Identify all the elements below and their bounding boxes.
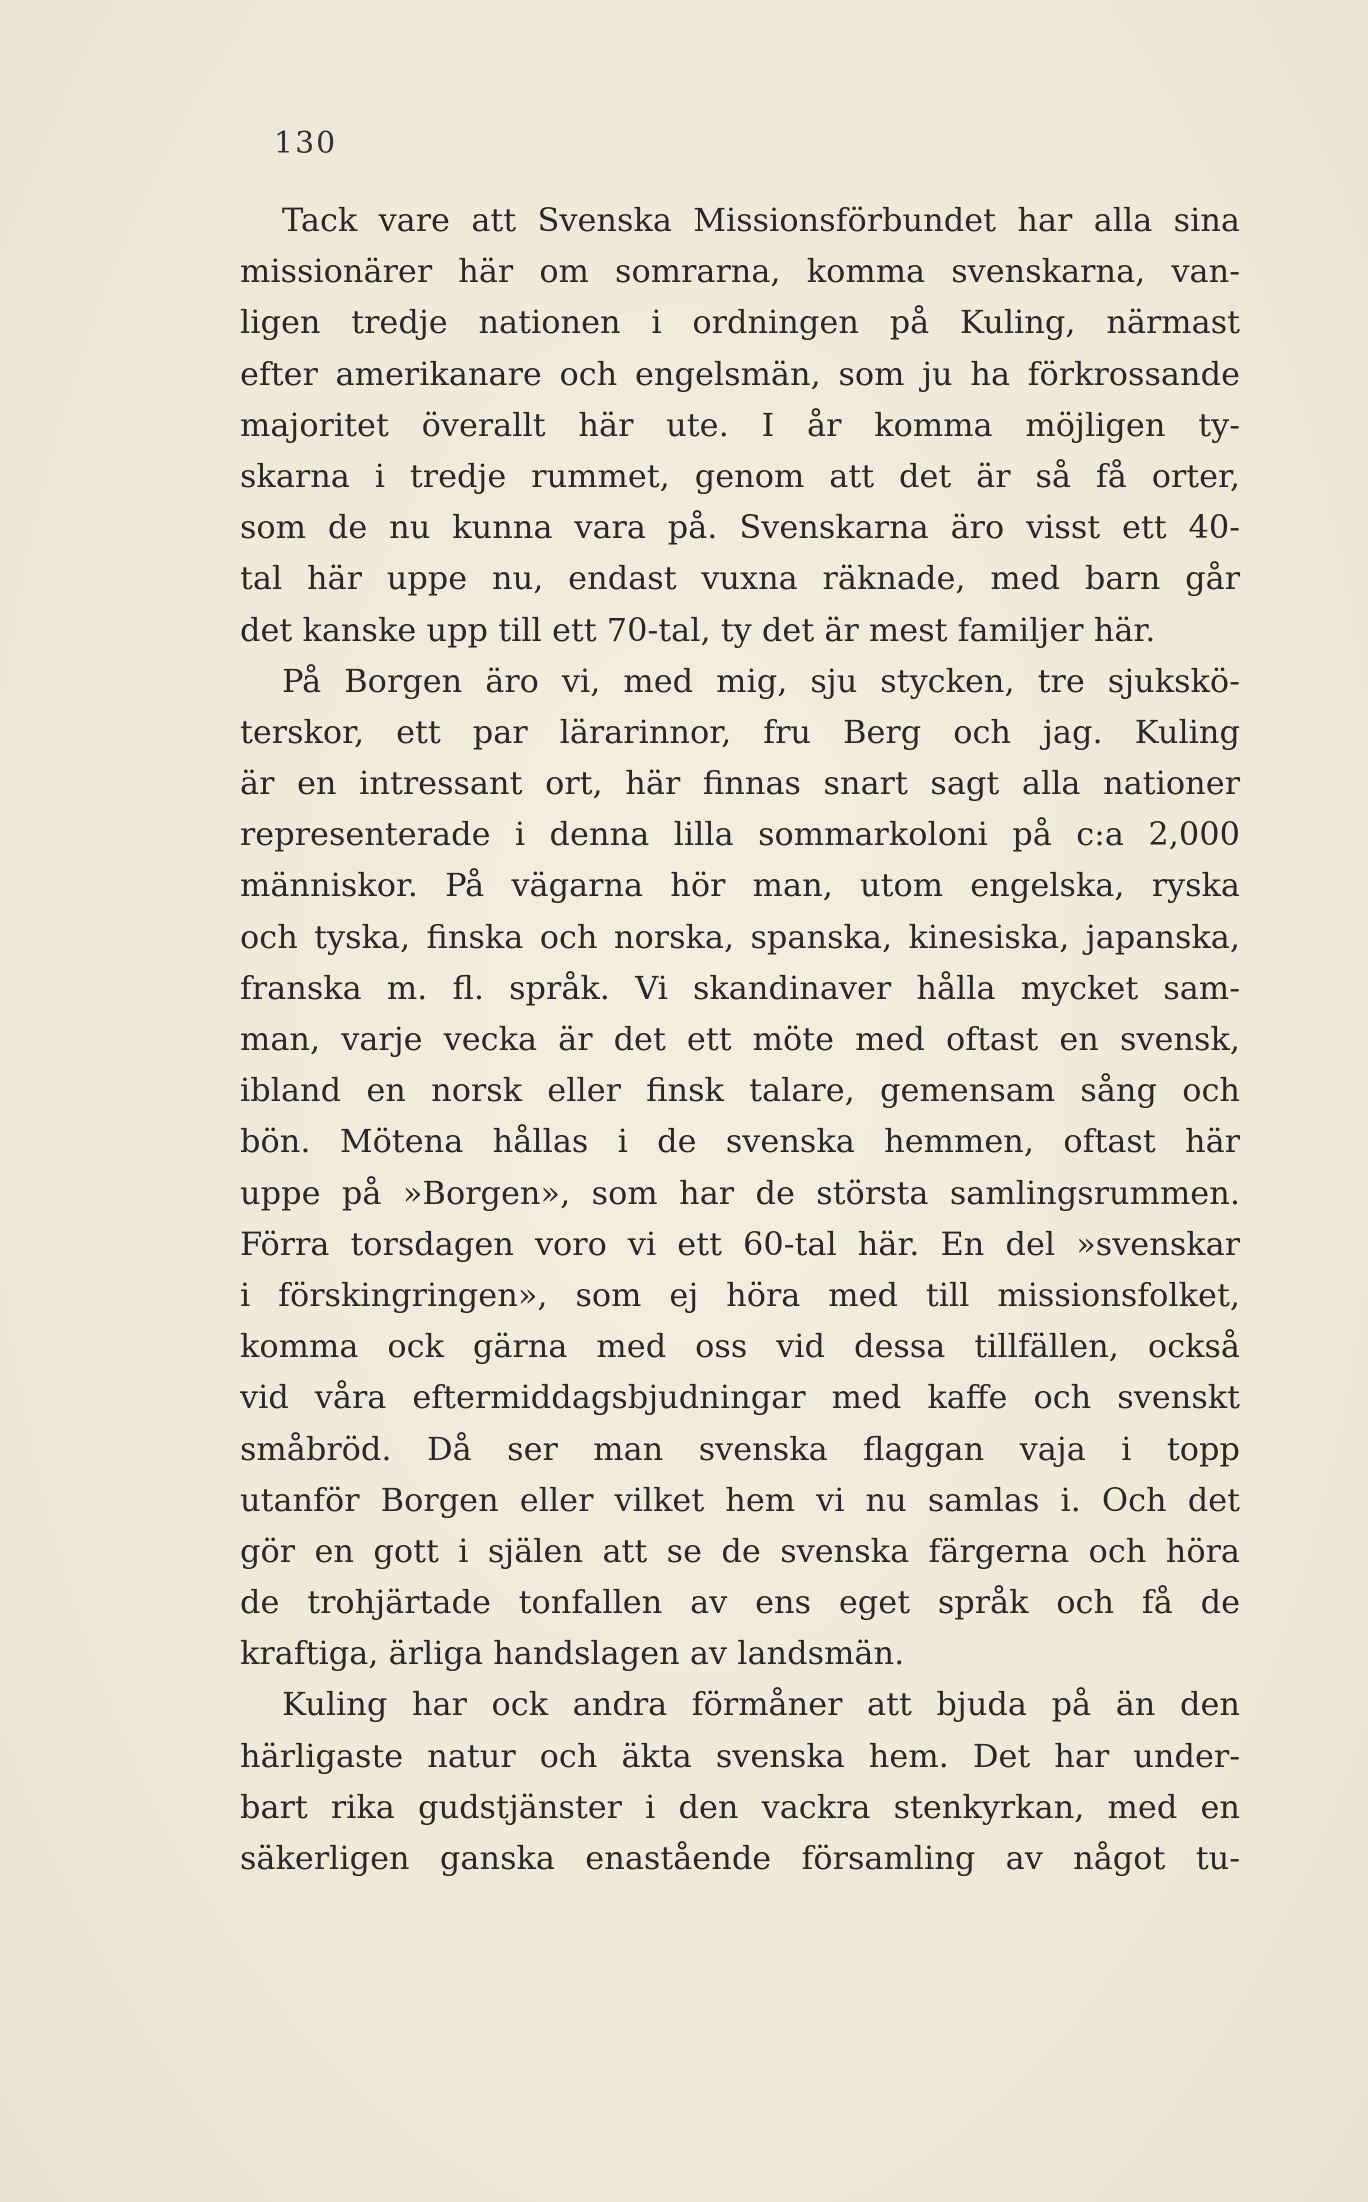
- text-line: är en intressant ort, här finnas snart sagt alla nationer: [240, 764, 1240, 803]
- text-line: Kuling har ock andra förmåner att bjuda på än den: [282, 1685, 1240, 1724]
- text-line: missionärer här om somrarna, komma svenskarna, van-: [240, 252, 1240, 291]
- text-line: utanför Borgen eller vilket hem vi nu samlas i. Och det: [240, 1480, 1240, 1519]
- text-line: representerade i denna lilla sommarkoloni på c:a 2,000: [240, 815, 1240, 854]
- text-line: och tyska, finska och norska, spanska, kinesiska, japanska,: [240, 917, 1240, 956]
- text-line: i förskingringen», som ej höra med till missionsfolket,: [240, 1275, 1240, 1314]
- text-line: kraftiga, ärliga handslagen av landsmän.: [240, 1634, 905, 1673]
- text-line: majoritet överallt här ute. I år komma möjligen ty-: [240, 405, 1240, 444]
- text-line: vid våra eftermiddagsbjudningar med kaffe och svenskt: [240, 1378, 1240, 1417]
- text-line: de trohjärtade tonfallen av ens eget språk och få de: [240, 1583, 1240, 1622]
- text-line: Tack vare att Svenska Missionsförbundet har alla sina: [282, 201, 1240, 239]
- page-number: 130: [274, 126, 338, 161]
- text-line: skarna i tredje rummet, genom att det är så få orter,: [240, 456, 1240, 495]
- text-line: På Borgen äro vi, med mig, sju stycken, tre sjukskö-: [282, 661, 1240, 700]
- body-text: [240, 195, 1240, 1884]
- text-line: härligaste natur och äkta svenska hem. Det har under-: [240, 1736, 1240, 1775]
- text-line: bart rika gudstjänster i den vackra stenkyrkan, med en: [240, 1787, 1240, 1826]
- text-line: tal här uppe nu, endast vuxna räknade, med barn går: [240, 559, 1240, 598]
- text-line: efter amerikanare och engelsmän, som ju ha förkrossande: [240, 354, 1240, 393]
- text-line: småbröd. Då ser man svenska flaggan vaja i topp: [240, 1429, 1240, 1468]
- text-line: komma ock gärna med oss vid dessa tillfällen, också: [240, 1327, 1240, 1366]
- text-line: det kanske upp till ett 70-tal, ty det är mest familjer här.: [240, 610, 1156, 649]
- text-line: säkerligen ganska enastående församling av något tu-: [240, 1839, 1240, 1877]
- text-line: uppe på »Borgen», som har de största samlingsrummen.: [240, 1173, 1240, 1212]
- text-line: man, varje vecka är det ett möte med oftast en svensk,: [240, 1020, 1240, 1058]
- text-line: gör en gott i själen att se de svenska färgerna och höra: [240, 1531, 1240, 1570]
- text-line: ligen tredje nationen i ordningen på Kuling, närmast: [240, 303, 1240, 342]
- text-line: människor. På vägarna hör man, utom engelska, ryska: [240, 866, 1240, 905]
- text-line: ibland en norsk eller finsk talare, gemensam sång och: [240, 1071, 1240, 1110]
- text-line: bön. Mötena hållas i de svenska hemmen, oftast här: [240, 1122, 1240, 1161]
- text-line: franska m. fl. språk. Vi skandinaver hålla mycket sam-: [240, 968, 1240, 1007]
- text-line: som de nu kunna vara på. Svenskarna äro visst ett 40-: [240, 508, 1240, 547]
- text-line: Förra torsdagen voro vi ett 60-tal här. En del »svenskar: [240, 1224, 1240, 1263]
- text-line: terskor, ett par lärarinnor, fru Berg och jag. Kuling: [240, 712, 1240, 751]
